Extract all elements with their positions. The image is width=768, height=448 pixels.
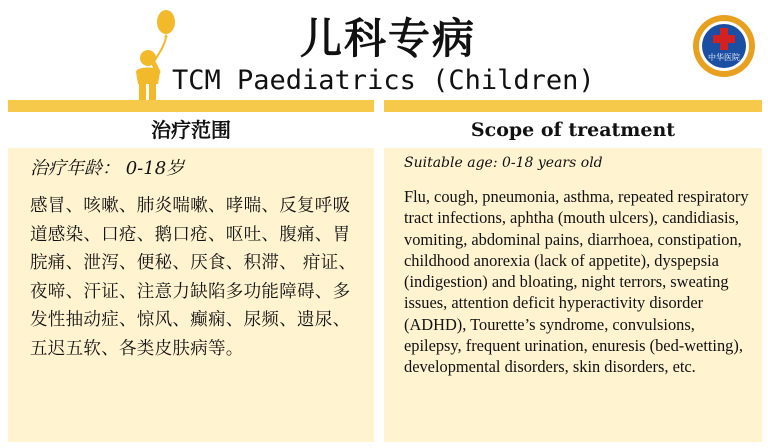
right-content — [404, 150, 756, 378]
right-heading: Scope of treatment — [384, 112, 762, 148]
conditions-list-cn: 感冒、咳嗽、肺炎喘嗽、哮喘、反复呼吸道感染、口疮、鹅口疮、呕吐、腹痛、胃脘痛、泄泻、便秘、厌食、积滞、 疳证、夜啼、汗证、注意力缺陷多功能障碍、多发性抽动症、惊风、癫痫、尿频、遗尿、五迟五软、各类皮肤病等。 — [30, 196, 357, 359]
logo-text: 中华医院 — [708, 53, 740, 62]
header-accent-bar — [8, 100, 762, 112]
age-range-cn: 治疗年龄： 0-18岁 — [30, 158, 185, 179]
age-range-en: Suitable age: 0-18 years old — [404, 155, 603, 171]
hospital-logo — [692, 14, 756, 78]
column-divider — [374, 100, 384, 442]
page-title-chinese: 儿科专病 — [299, 14, 476, 63]
conditions-list-en: Flu, cough, pneumonia, asthma, repeated respiratory tract infections, aphtha (mouth ulcers), candidiasis, vomiting, abdominal pains, diarrhoea, constipation, childhood anorexia (lack of appetite), dyspepsia (indigestion) and bloating, night terrors, sweating issues, attention deficit hyperactivity disorder (ADHD), Tourette’s syndrome, convulsions, epilepsy, frequent urination, enuresis (bed-wetting), developmental disorders, skin disorders, etc. — [404, 187, 749, 377]
left-heading: 治疗范围 — [8, 112, 374, 148]
page-title-english: TCM Paediatrics (Children) — [172, 65, 595, 96]
left-content — [30, 150, 368, 364]
